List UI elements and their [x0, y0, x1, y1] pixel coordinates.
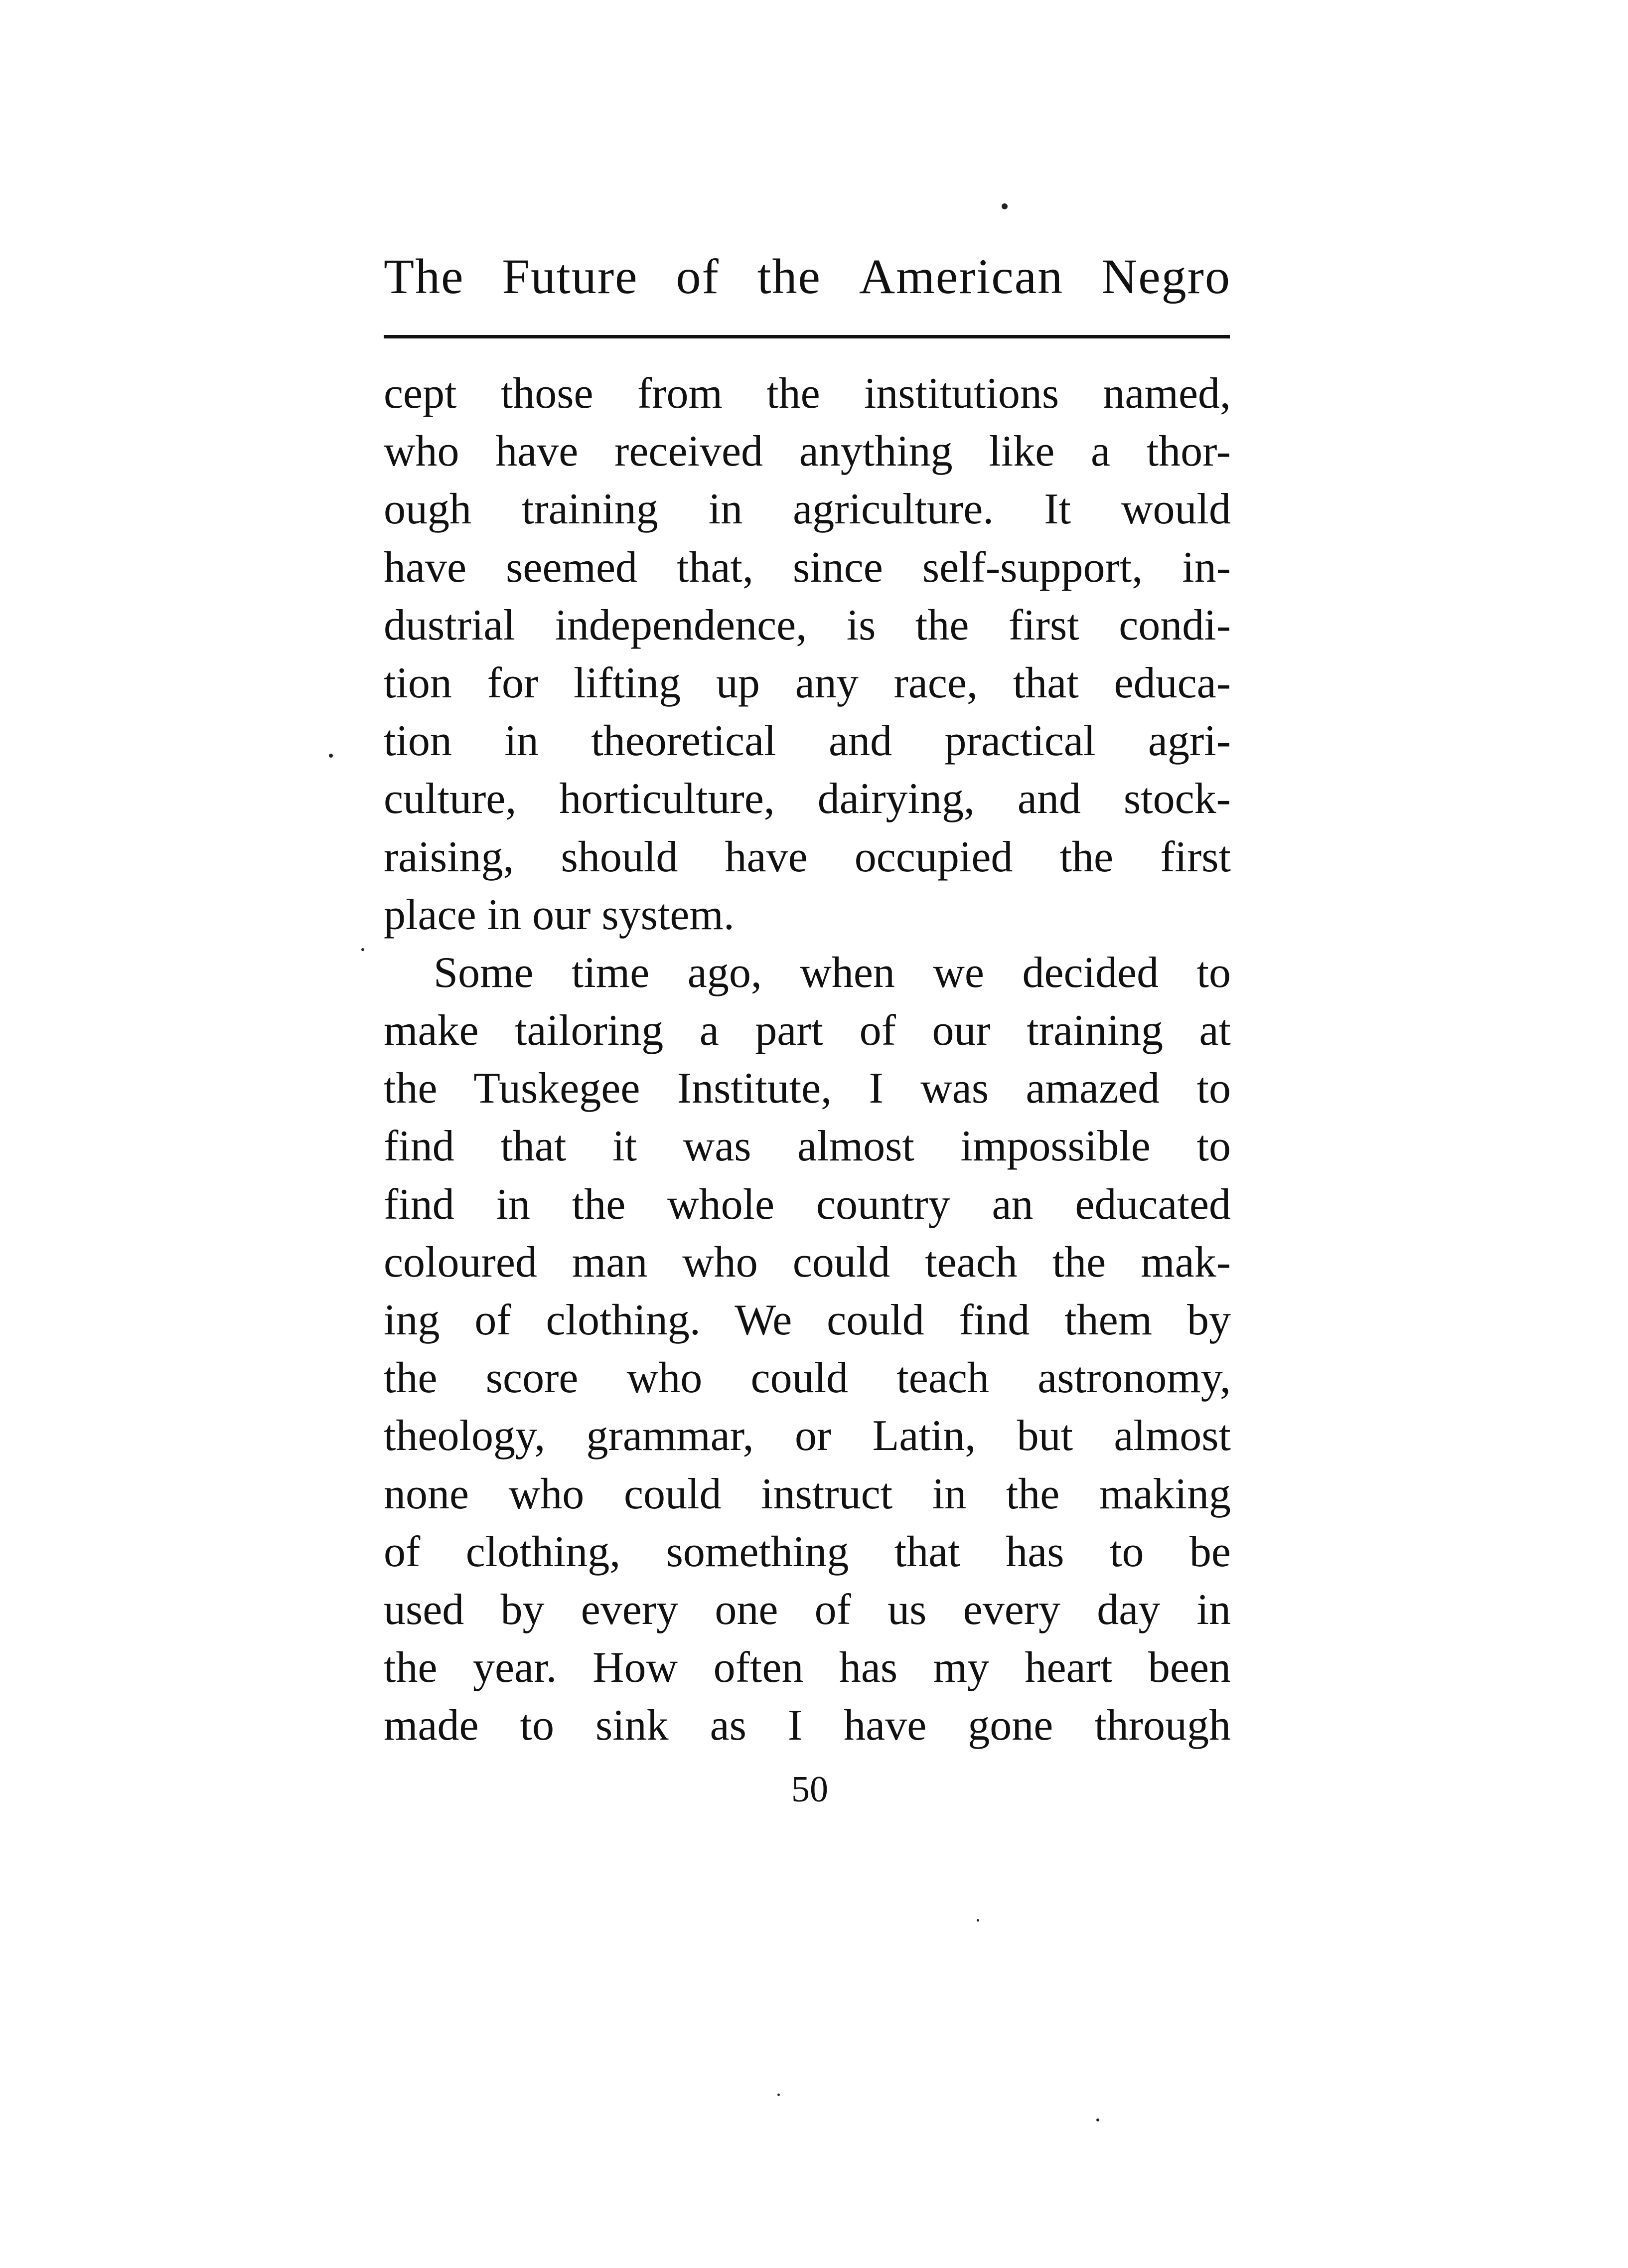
running-head	[384, 244, 1231, 309]
text-line: coloured man who could teach the mak-	[384, 1238, 1231, 1287]
text-line: tion for lifting up any race, that educa-	[384, 658, 1231, 707]
text-line: make tailoring a part of our training at	[384, 1006, 1231, 1055]
text-line: theology, grammar, or Latin, but almost	[384, 1412, 1231, 1460]
text-line: ough training in agriculture. It would	[384, 485, 1231, 534]
text-line: culture, horticulture, dairying, and stock-	[384, 775, 1231, 823]
paragraph-start-line: Some time ago, when we decided to	[434, 948, 1231, 997]
paragraph-end-line: place in our system.	[384, 890, 735, 939]
text-line: tion in theoretical and practical agri-	[384, 717, 1231, 766]
running-head-word: Negro	[1101, 249, 1231, 304]
text-line: who have received anything like a thor-	[384, 427, 1231, 476]
running-head-word: of	[676, 249, 720, 304]
ink-speck	[361, 948, 364, 951]
text-line: of clothing, something that has to be	[384, 1527, 1231, 1576]
body-text	[384, 365, 1231, 1755]
text-line: the Tuskegee Institute, I was amazed to	[384, 1064, 1231, 1113]
text-line: dustrial independence, is the first condi-	[384, 601, 1231, 649]
ink-speck	[329, 754, 333, 758]
ink-speck	[1002, 203, 1008, 209]
text-line: find in the whole country an educated	[384, 1180, 1231, 1229]
ink-speck	[777, 2094, 780, 2096]
text-line: the year. How often has my heart been	[384, 1643, 1231, 1692]
running-head-word: Future	[502, 249, 638, 304]
text-line: the score who could teach astronomy,	[384, 1354, 1231, 1403]
text-line: made to sink as I have gone through	[384, 1701, 1231, 1750]
ink-speck	[977, 1919, 979, 1922]
text-line: raising, should have occupied the first	[384, 832, 1231, 881]
running-head-word: The	[384, 249, 464, 304]
text-line: used by every one of us every day in	[384, 1585, 1231, 1634]
page-number: 50	[791, 1769, 828, 1810]
text-line: none who could instruct in the making	[384, 1469, 1231, 1518]
text-line: cept those from the institutions named,	[384, 369, 1231, 418]
ink-speck	[1096, 2118, 1099, 2121]
running-head-word: the	[757, 249, 821, 304]
text-line: find that it was almost impossible to	[384, 1122, 1231, 1171]
header-rule	[384, 335, 1230, 338]
text-line: ing of clothing. We could find them by	[384, 1296, 1231, 1344]
running-head-word: American	[859, 249, 1064, 304]
text-line: have seemed that, since self-support, in-	[384, 543, 1231, 592]
